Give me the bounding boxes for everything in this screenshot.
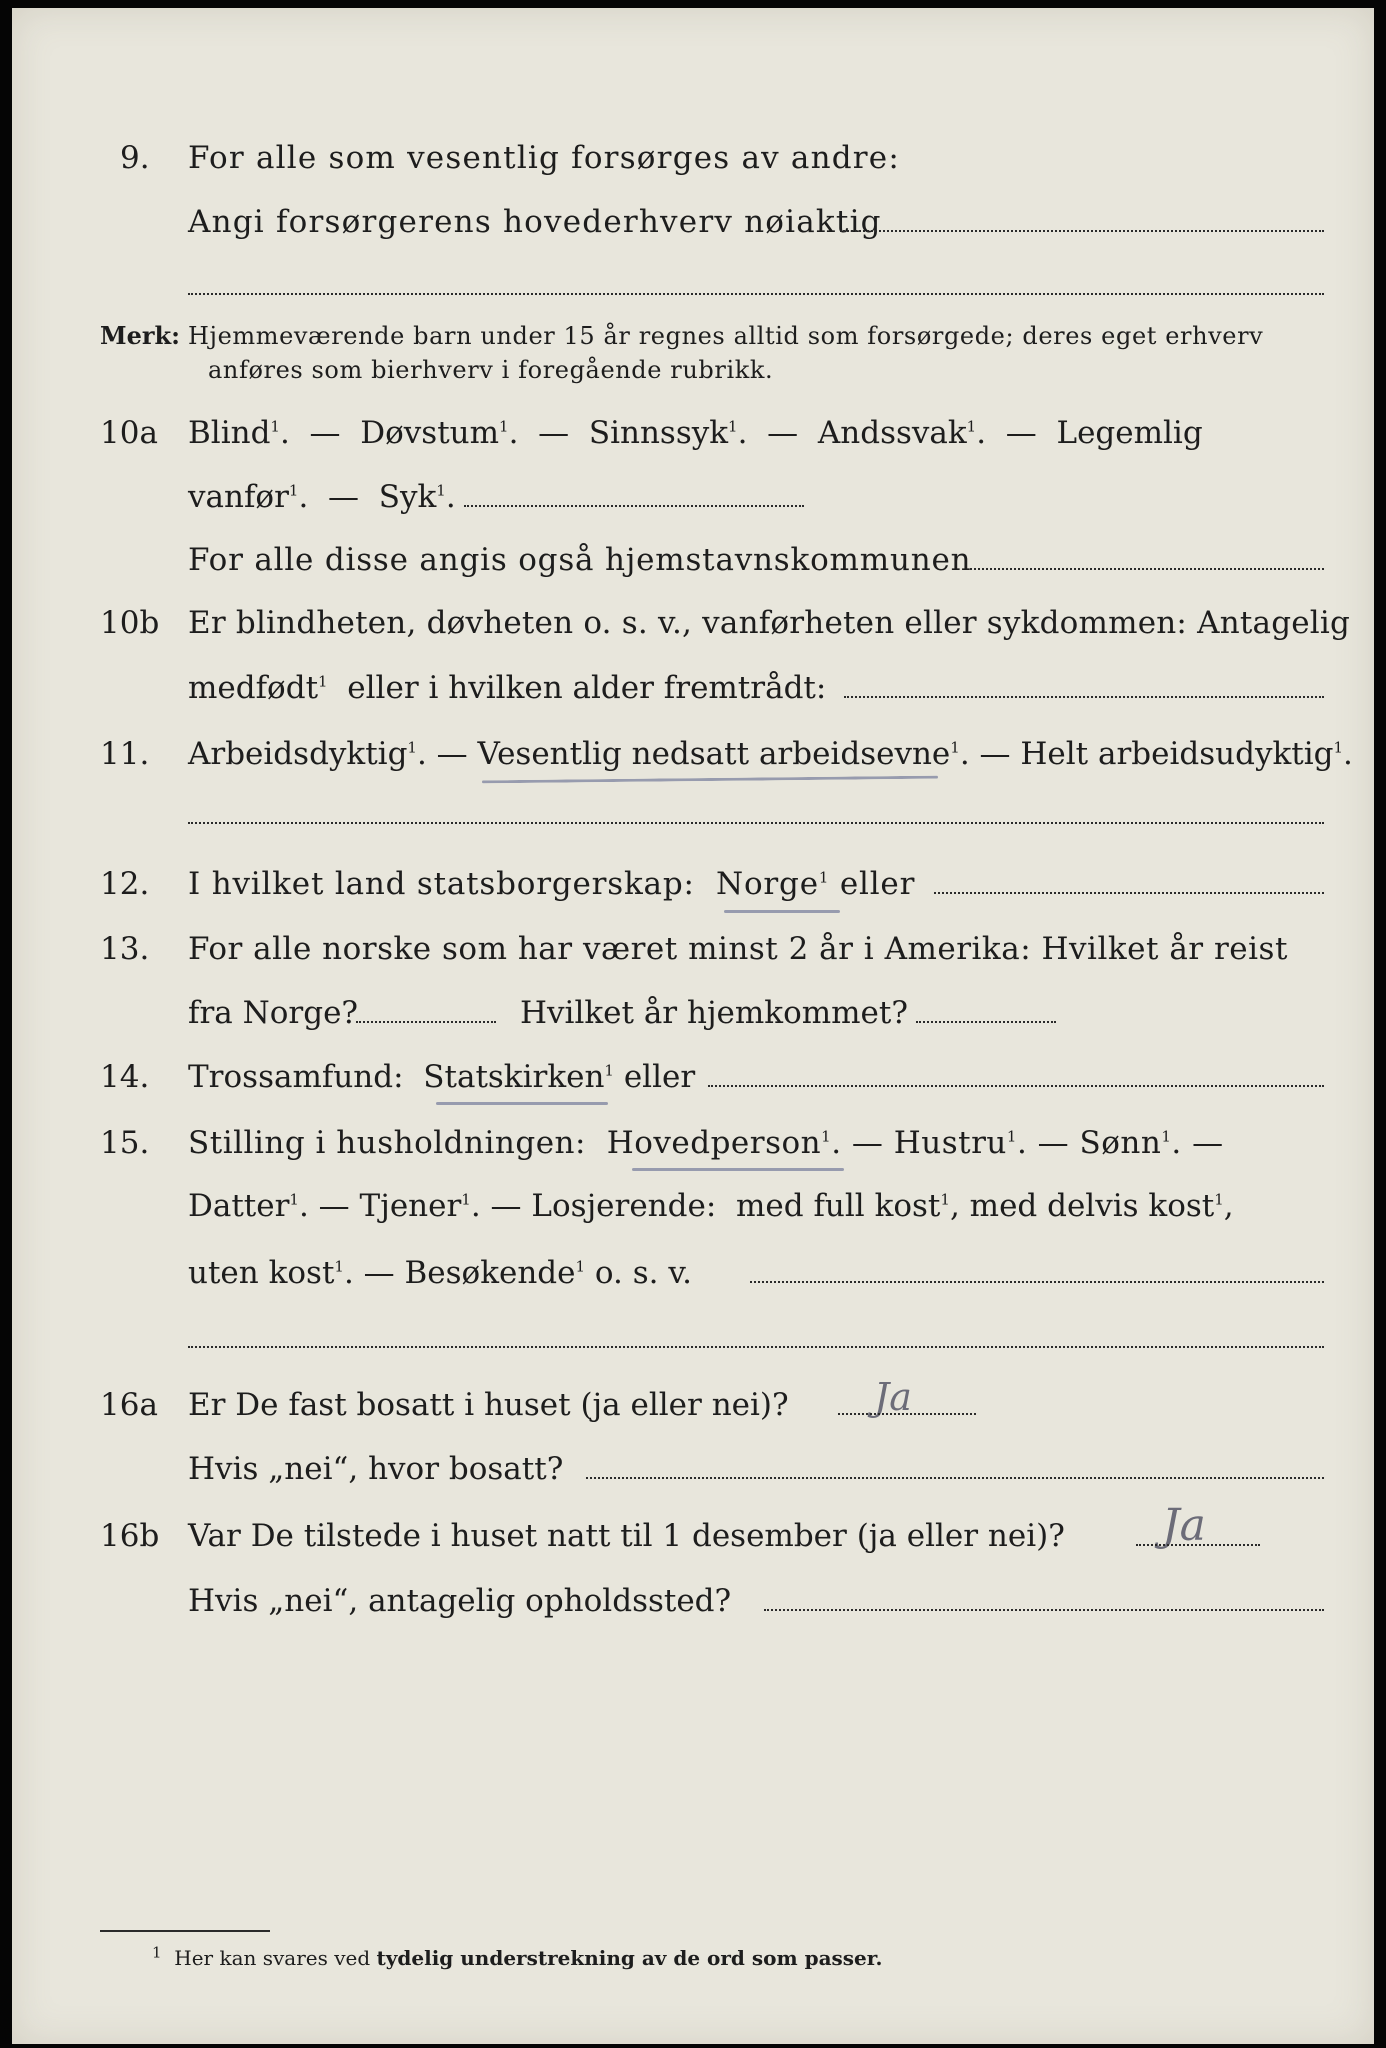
option-datter[interactable]: Datter [188, 1188, 290, 1224]
q11-line: Arbeidsdyktig$^1$. — Vesentlig nedsatt arbeidsevne$^1$. — Helt arbeidsudyktig$^1$. [188, 736, 1353, 772]
q13-line1: For alle norske som har været minst 2 år i Amerika: Hvilket år reist [188, 931, 1288, 967]
q15-line1: Stilling i husholdningen: Hovedperson$^1$. — Hustru$^1$. — Sønn$^1$. — [188, 1125, 1224, 1161]
q10b-line1: Er blindheten, døvheten o. s. v., vanførheten eller sykdommen: Antagelig [188, 605, 1351, 641]
q16b-number: 16b [100, 1518, 160, 1554]
option-arbeidsdyktig[interactable]: Arbeidsdyktig [188, 736, 408, 772]
option-med-full-kost[interactable]: med full kost [736, 1188, 941, 1224]
q14-line: Trossamfund: Statskirken$^1$ eller [188, 1059, 696, 1095]
handwritten-underline-hovedperson [632, 1168, 844, 1171]
q14-number: 14. [100, 1059, 150, 1095]
q10b-alder-line[interactable] [844, 696, 1324, 698]
q15-line3: uten kost$^1$. — Besøkende$^1$ o. s. v. [188, 1255, 693, 1291]
q16a-handwritten-answer: Ja [874, 1375, 912, 1419]
q9-answer-line[interactable] [840, 230, 1324, 232]
q10a-line3: For alle disse angis også hjemstavnskommunen [188, 542, 972, 578]
q9-line2: Angi forsørgerens hovederhverv nøiaktig [188, 204, 882, 240]
q11-number: 11. [100, 736, 150, 772]
q16a-answer-line[interactable] [838, 1413, 976, 1415]
option-sonn[interactable]: Sønn [1079, 1125, 1162, 1161]
q14-trossamfund-line[interactable] [708, 1085, 1324, 1087]
option-norge[interactable]: Norge [716, 866, 819, 902]
option-hovedperson[interactable]: Hovedperson [606, 1125, 822, 1161]
handwritten-underline-statskirken [436, 1102, 608, 1105]
option-besokende[interactable]: Besøkende [404, 1255, 576, 1291]
q16a-line2: Hvis „nei“, hvor bosatt? [188, 1451, 564, 1487]
q13-fra: fra Norge? [188, 995, 359, 1031]
q16b-opholdssted-line[interactable] [764, 1609, 1324, 1611]
merk-line1: Hjemmeværende barn under 15 år regnes alltid som forsørgede; deres eget erhverv [188, 322, 1264, 350]
option-statskirken[interactable]: Statskirken [423, 1059, 605, 1095]
q9-answer-line-2[interactable] [188, 293, 1324, 295]
q13-number: 13. [100, 931, 150, 967]
q15-number: 15. [100, 1125, 150, 1161]
option-medfodt[interactable]: medfødt [188, 670, 319, 706]
q16a-line1: Er De fast bosatt i huset (ja eller nei)? [188, 1387, 789, 1423]
option-syk[interactable]: Syk [378, 479, 437, 515]
q10b-line2: medfødt$^1$ eller i hvilken alder fremtrådt: [188, 670, 827, 706]
q15-line2: Datter$^1$. — Tjener$^1$. — Losjerende: med full kost$^1$, med delvis kost$^1$, [188, 1188, 1234, 1224]
option-sinnssyk[interactable]: Sinnssyk [588, 415, 729, 451]
q13-hjem: Hvilket år hjemkommet? [520, 995, 908, 1031]
q16a-number: 16a [100, 1387, 158, 1423]
q16b-handwritten-answer: Ja [1162, 1500, 1206, 1551]
q16a-bosatt-line[interactable] [586, 1477, 1324, 1479]
q15-answer-line[interactable] [188, 1346, 1324, 1348]
q12-number: 12. [100, 866, 150, 902]
handwritten-underline-vesentlig [482, 776, 938, 784]
q12-land-line[interactable] [934, 892, 1324, 894]
q11-answer-line[interactable] [188, 822, 1324, 824]
merk-label: Merk: [100, 321, 180, 350]
option-legemlig[interactable]: Legemlig [1056, 415, 1203, 451]
option-tjener[interactable]: Tjener [359, 1188, 462, 1224]
option-hustru[interactable]: Hustru [893, 1125, 1007, 1161]
census-form-page [12, 8, 1374, 2044]
option-med-delvis-kost[interactable]: med delvis kost [969, 1188, 1215, 1224]
q12-line: I hvilket land statsborgerskap: Norge$^1$ eller [188, 866, 916, 902]
option-blind[interactable]: Blind [188, 415, 271, 451]
option-uten-kost[interactable]: uten kost [188, 1255, 335, 1291]
q10b-number: 10b [100, 605, 160, 641]
option-vesentlig-nedsatt[interactable]: Vesentlig nedsatt arbeidsevne [477, 736, 951, 772]
option-andssvak[interactable]: Andssvak [817, 415, 967, 451]
q10a-syk-line[interactable] [464, 505, 804, 507]
q9-line1: For alle som vesentlig forsørges av andre: [188, 140, 900, 176]
q16b-line1: Var De tilstede i huset natt til 1 desember (ja eller nei)? [188, 1518, 1065, 1554]
q13-hjemkommet-line[interactable] [916, 1021, 1056, 1023]
q13-reist-line[interactable] [356, 1021, 496, 1023]
option-dovstum[interactable]: Døvstum [360, 415, 500, 451]
q16b-answer-line[interactable] [1136, 1544, 1260, 1546]
q16b-line2: Hvis „nei“, antagelig opholdssted? [188, 1583, 732, 1619]
option-helt-arbeidsudyktig[interactable]: Helt arbeidsudyktig [1020, 736, 1334, 772]
q15-osv-line[interactable] [750, 1281, 1324, 1283]
option-vanfor[interactable]: vanfør [188, 479, 289, 515]
q10a-hjemstavn-line[interactable] [970, 568, 1324, 570]
q10a-number: 10a [100, 415, 158, 451]
footnote-rule [100, 1930, 270, 1932]
q9-number: 9. [120, 140, 150, 176]
q10a-line1: Blind$^1$. — Døvstum$^1$. — Sinnssyk$^1$. — Andssvak$^1$. — Legemlig [188, 415, 1203, 451]
footnote: $^1$ Her kan svares ved tydelig understrekning av de ord som passer. [152, 1943, 883, 1970]
q10a-line2: vanfør$^1$. — Syk$^1$. [188, 479, 456, 515]
merk-line2: anføres som bierhverv i foregående rubrikk. [208, 356, 774, 384]
handwritten-underline-norge [724, 910, 840, 913]
